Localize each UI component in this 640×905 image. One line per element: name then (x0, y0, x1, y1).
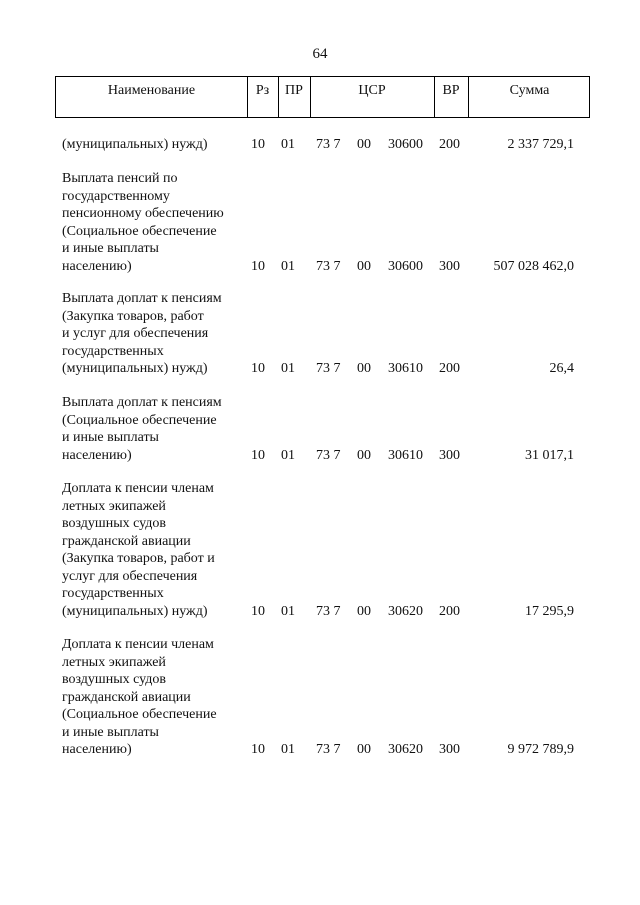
header-pr: ПР (285, 83, 303, 98)
row-name-line: летных экипажей (62, 654, 166, 670)
row-name-line: Выплата доплат к пенсиям (62, 395, 222, 410)
row-name-line: населению) (62, 258, 132, 274)
cell-pr: 01 (281, 742, 295, 757)
row-name-line: государственных (62, 343, 164, 359)
row-name-line: государственных (62, 586, 164, 601)
cell-csr2: 00 (357, 258, 371, 274)
row-name-line: (Закупка товаров, работ и (62, 551, 215, 566)
cell-csr2: 00 (357, 137, 371, 152)
table-row (0, 636, 640, 759)
cell-pr: 01 (281, 137, 295, 152)
row-name-line: услуг для обеспечения (62, 568, 198, 584)
cell-sum: 507 028 462,0 (493, 258, 574, 274)
table-row (0, 394, 640, 464)
row-name-line: гражданской авиации (62, 533, 191, 549)
cell-csr3: 30610 (388, 447, 423, 463)
page-number: 64 (312, 46, 328, 62)
cell-pr: 01 (281, 258, 295, 274)
cell-sum: 26,4 (549, 361, 574, 376)
row-name-line: (Социальное обеспечение (62, 223, 217, 239)
row-name-line: Выплата доплат к пенсиям (62, 291, 222, 306)
row-name-line: и иные выплаты (62, 724, 159, 740)
cell-vr: 200 (439, 137, 460, 152)
row-name-line: (муниципальных) нужд) (62, 603, 208, 619)
cell-pr: 01 (281, 603, 295, 619)
row-name (62, 170, 247, 275)
cell-vr: 200 (439, 603, 460, 619)
header-csr: ЦСР (358, 83, 386, 98)
cell-sum: 9 972 789,9 (507, 742, 574, 757)
row-name-line: летных экипажей (62, 498, 166, 514)
row-name (62, 290, 247, 378)
cell-csr2: 00 (357, 361, 371, 376)
row-name-line: Доплата к пенсии членам (62, 481, 214, 496)
row-name-line: Доплата к пенсии членам (62, 637, 214, 652)
cell-csr1: 73 7 (316, 258, 341, 274)
header-name: Наименование (107, 83, 196, 98)
header-vr: ВР (442, 83, 460, 98)
row-name-line: гражданской авиации (62, 689, 191, 705)
cell-rz: 10 (251, 603, 265, 619)
cell-csr3: 30600 (388, 258, 423, 274)
cell-csr2: 00 (357, 603, 371, 619)
cell-csr3: 30600 (388, 137, 423, 152)
cell-csr1: 73 7 (316, 447, 341, 463)
row-name (62, 136, 247, 154)
table-row (0, 290, 640, 378)
row-name-line: (муниципальных) нужд) (62, 137, 208, 152)
cell-csr1: 73 7 (316, 361, 341, 376)
cell-csr1: 73 7 (316, 603, 341, 619)
row-name-line: государственному (62, 188, 170, 204)
row-name-line: населению) (62, 447, 132, 463)
cell-vr: 200 (439, 361, 460, 376)
cell-vr: 300 (439, 742, 460, 757)
cell-pr: 01 (281, 361, 295, 376)
row-name-line: населению) (62, 742, 132, 757)
table-header (55, 76, 590, 118)
table-row (0, 170, 640, 275)
table-row (0, 136, 640, 154)
cell-sum: 17 295,9 (525, 603, 574, 619)
cell-rz: 10 (251, 137, 265, 152)
cell-sum: 31 017,1 (525, 447, 574, 463)
cell-csr3: 30620 (388, 742, 423, 757)
cell-vr: 300 (439, 258, 460, 274)
header-sum: Сумма (509, 83, 550, 98)
cell-rz: 10 (251, 258, 265, 274)
cell-csr1: 73 7 (316, 137, 341, 152)
row-name (62, 394, 247, 464)
row-name-line: (муниципальных) нужд) (62, 361, 208, 376)
row-name-line: (Социальное обеспечение (62, 412, 217, 428)
row-name-line: (Закупка товаров, работ (62, 308, 204, 324)
row-name-line: и услуг для обеспечения (62, 326, 209, 341)
cell-rz: 10 (251, 742, 265, 757)
row-name (62, 480, 247, 620)
table-row (0, 480, 640, 620)
cell-csr3: 30610 (388, 361, 423, 376)
cell-csr3: 30620 (388, 603, 423, 619)
row-name-line: воздушных судов (62, 672, 166, 687)
header-rz: Рз (255, 83, 270, 98)
row-name-line: воздушных судов (62, 516, 166, 531)
row-name-line: Выплата пенсий по (62, 171, 178, 186)
cell-csr2: 00 (357, 742, 371, 757)
row-name-line: пенсионному обеспечению (62, 206, 224, 221)
row-name-line: (Социальное обеспечение (62, 707, 217, 722)
cell-csr2: 00 (357, 447, 371, 463)
cell-rz: 10 (251, 447, 265, 463)
row-name-line: и иные выплаты (62, 430, 159, 445)
row-name-line: и иные выплаты (62, 241, 159, 256)
row-name (62, 636, 247, 759)
cell-sum: 2 337 729,1 (507, 137, 574, 152)
cell-rz: 10 (251, 361, 265, 376)
cell-pr: 01 (281, 447, 295, 463)
cell-vr: 300 (439, 447, 460, 463)
cell-csr1: 73 7 (316, 742, 341, 757)
